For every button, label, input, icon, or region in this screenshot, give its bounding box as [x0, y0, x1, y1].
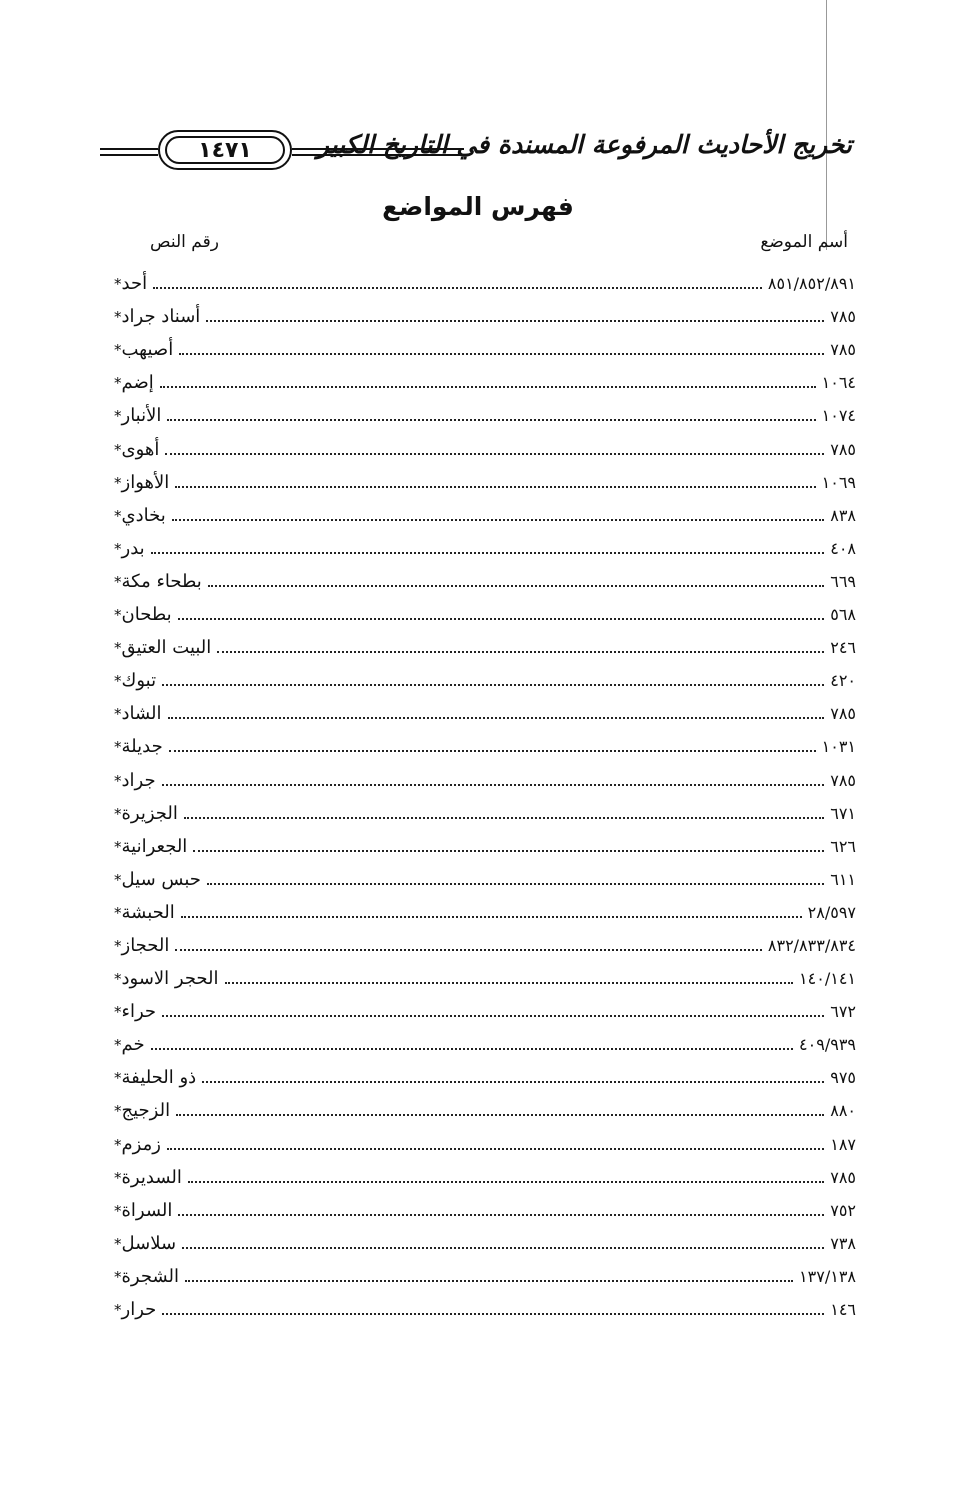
place-name: أصيهب — [121, 339, 174, 361]
column-header-number: رقم النص — [150, 232, 219, 252]
bullet-marker: * — [114, 1267, 122, 1286]
dot-leader — [178, 1214, 824, 1216]
place-name: الزجيج — [121, 1100, 171, 1122]
dot-leader — [202, 1081, 824, 1083]
place-name: تبوك — [121, 670, 157, 692]
column-header-place: أسم الموضع — [760, 232, 848, 252]
index-entry — [108, 692, 856, 725]
index-entry — [108, 1056, 856, 1089]
bullet-marker: * — [114, 473, 122, 492]
hadith-numbers: ٧٨٥ — [830, 770, 856, 790]
bullet-marker: * — [114, 440, 122, 459]
bullet-marker: * — [114, 1102, 122, 1121]
bullet-marker: * — [114, 506, 122, 525]
dot-leader — [225, 982, 794, 984]
dot-leader — [176, 1114, 824, 1116]
hadith-numbers: ٩٧٥ — [830, 1068, 856, 1088]
dot-leader — [172, 519, 825, 521]
bullet-marker: * — [114, 407, 122, 426]
place-name: إضم — [121, 372, 154, 394]
hadith-numbers: ١٤٦ — [830, 1300, 856, 1319]
bullet-marker: * — [114, 903, 122, 922]
hadith-numbers: ٧٣٨ — [830, 1233, 856, 1253]
place-name: بطحاء مكة — [121, 570, 202, 592]
dot-leader — [181, 916, 802, 918]
bullet-marker: * — [114, 572, 122, 591]
index-entry — [108, 560, 856, 593]
hadith-numbers: ٦٦٩ — [830, 571, 856, 591]
hadith-numbers: ٦٢٦ — [830, 836, 856, 856]
place-name: أهوى — [121, 438, 160, 460]
dot-leader — [151, 552, 825, 554]
place-name: جديلة — [121, 736, 163, 758]
bullet-marker: * — [114, 1003, 122, 1022]
dot-leader — [184, 817, 824, 819]
index-entry — [108, 1122, 856, 1155]
page-number: ١٤٧١ — [165, 136, 285, 164]
hadith-numbers: ٦٧٢ — [830, 1002, 856, 1022]
dot-leader — [188, 1181, 824, 1183]
bullet-marker: * — [114, 539, 122, 558]
index-entry — [108, 659, 856, 692]
bullet-marker: * — [114, 1069, 122, 1088]
bullet-marker: * — [114, 341, 122, 360]
index-entry — [108, 1089, 856, 1122]
bullet-marker: * — [114, 970, 122, 989]
index-entry — [108, 593, 856, 626]
dot-leader — [153, 287, 762, 289]
bullet-marker: * — [114, 308, 122, 327]
bullet-marker: * — [114, 936, 122, 955]
index-entries — [108, 262, 856, 1321]
index-entry — [108, 361, 856, 394]
place-name: أسناد جراد — [121, 306, 201, 328]
dot-leader — [207, 883, 824, 885]
hadith-numbers: ١٠٣١ — [821, 737, 856, 757]
dot-leader — [208, 585, 824, 587]
index-entry — [108, 1288, 856, 1321]
index-entry — [108, 394, 856, 427]
place-name: البيت العتيق — [121, 637, 212, 659]
dot-leader — [178, 618, 825, 620]
bullet-marker: * — [114, 374, 122, 393]
bullet-marker: * — [114, 1135, 122, 1154]
place-name: الحجاز — [121, 934, 170, 956]
index-entry — [108, 758, 856, 791]
hadith-numbers: ٤٠٩/٩٣٩ — [799, 1035, 856, 1055]
hadith-numbers: ٧٨٥ — [830, 439, 856, 459]
index-entry — [108, 1189, 856, 1222]
hadith-numbers: ١٠٧٤ — [821, 406, 856, 426]
bullet-marker: * — [114, 870, 122, 889]
place-name: الشاد — [121, 703, 162, 725]
dot-leader — [193, 850, 824, 852]
hadith-numbers: ٦١١ — [830, 869, 856, 889]
index-entry — [108, 527, 856, 560]
place-name: الأنبار — [121, 405, 162, 427]
bullet-marker: * — [114, 1168, 122, 1187]
index-entry — [108, 990, 856, 1023]
bullet-marker: * — [114, 1036, 122, 1055]
index-entry — [108, 725, 856, 758]
hadith-numbers: ١٤٠/١٤١ — [799, 969, 856, 989]
dot-leader — [167, 1148, 824, 1150]
place-name: جراد — [121, 769, 156, 791]
dot-leader — [217, 651, 824, 653]
index-entry — [108, 295, 856, 328]
place-name: ذو الحليفة — [121, 1067, 197, 1089]
dot-leader — [175, 949, 761, 951]
place-name: السراة — [121, 1199, 173, 1221]
hadith-numbers: ٧٨٥ — [830, 1167, 856, 1187]
bullet-marker: * — [114, 738, 122, 757]
index-entry — [108, 924, 856, 957]
header-rule-left — [100, 148, 158, 156]
dot-leader — [206, 320, 824, 322]
bullet-marker: * — [114, 837, 122, 856]
index-entry — [108, 825, 856, 858]
place-name: أحد — [121, 273, 148, 295]
index-entry — [108, 1255, 856, 1288]
dot-leader — [167, 419, 815, 421]
index-entry — [108, 858, 856, 891]
place-name: حبس سيل — [121, 868, 201, 890]
place-name: السديرة — [121, 1166, 182, 1188]
hadith-numbers: ٧٨٥ — [830, 340, 856, 360]
dot-leader — [160, 386, 816, 388]
book-title: تخريج الأحاديث المرفوعة المسندة في التاريخ الكبير — [316, 130, 852, 159]
index-entry — [108, 626, 856, 659]
bullet-marker: * — [114, 771, 122, 790]
place-name: زمزم — [121, 1133, 161, 1155]
hadith-numbers: ٤٢٠ — [830, 671, 856, 691]
dot-leader — [185, 1280, 793, 1282]
index-title: فهرس المواضع — [382, 192, 574, 221]
place-name: الحجر الاسود — [121, 968, 219, 990]
index-entry — [108, 262, 856, 295]
index-entry — [108, 328, 856, 361]
place-name: الأهواز — [121, 471, 170, 493]
hadith-numbers: ٦٧١ — [830, 803, 856, 823]
hadith-numbers: ٨٣٢/٨٣٣/٨٣٤ — [767, 935, 856, 955]
bullet-marker: * — [114, 275, 122, 294]
index-entry — [108, 1023, 856, 1056]
place-name: الجزيرة — [121, 802, 178, 824]
place-name: حرار — [121, 1299, 157, 1320]
hadith-numbers: ١٨٧ — [830, 1134, 856, 1154]
index-entry — [108, 792, 856, 825]
hadith-numbers: ٧٨٥ — [830, 307, 856, 327]
place-name: بطحان — [121, 604, 172, 626]
hadith-numbers: ٨٣٨ — [830, 505, 856, 525]
hadith-numbers: ٥٦٨ — [830, 605, 856, 625]
dot-leader — [168, 717, 825, 719]
place-name: الحبشة — [121, 901, 175, 923]
hadith-numbers: ٢٨/٥٩٧ — [807, 902, 856, 922]
dot-leader — [169, 750, 816, 752]
bullet-marker: * — [114, 1234, 122, 1253]
bullet-marker: * — [114, 705, 122, 724]
place-name: بدر — [121, 537, 145, 559]
hadith-numbers: ٧٥٢ — [830, 1200, 856, 1220]
dot-leader — [162, 684, 824, 686]
hadith-numbers: ٨٨٠ — [830, 1101, 856, 1121]
bullet-marker: * — [114, 606, 122, 625]
dot-leader — [165, 453, 824, 455]
index-entry — [108, 427, 856, 460]
hadith-numbers: ١٠٦٤ — [821, 373, 856, 393]
running-header — [100, 128, 852, 176]
dot-leader — [179, 353, 824, 355]
index-entry — [108, 891, 856, 924]
hadith-numbers: ٤٠٨ — [830, 538, 856, 558]
index-entry — [108, 1222, 856, 1255]
index-entry — [108, 494, 856, 527]
dot-leader — [162, 1015, 824, 1017]
place-name: بخادي — [121, 504, 166, 526]
bullet-marker: * — [114, 1301, 122, 1319]
place-name: خم — [121, 1034, 145, 1056]
dot-leader — [162, 784, 825, 786]
hadith-numbers: ٨٥١/٨٥٢/٨٩١ — [767, 274, 856, 294]
hadith-numbers: ١٣٧/١٣٨ — [799, 1266, 856, 1286]
place-name: سلاسل — [121, 1232, 177, 1254]
bullet-marker: * — [114, 804, 122, 823]
place-name: الجعرانية — [121, 835, 188, 857]
hadith-numbers: ٢٤٦ — [830, 638, 856, 658]
bullet-marker: * — [114, 672, 122, 691]
dot-leader — [162, 1313, 824, 1315]
index-entry — [108, 461, 856, 494]
bullet-marker: * — [114, 1201, 122, 1220]
dot-leader — [182, 1247, 824, 1249]
dot-leader — [175, 486, 815, 488]
index-entry — [108, 957, 856, 990]
bullet-marker: * — [114, 639, 122, 658]
hadith-numbers: ١٠٦٩ — [821, 472, 856, 492]
place-name: حراء — [121, 1001, 157, 1023]
page-number-badge — [158, 130, 292, 170]
index-entry — [108, 1156, 856, 1189]
hadith-numbers: ٧٨٥ — [830, 704, 856, 724]
place-name: الشجرة — [121, 1265, 180, 1287]
dot-leader — [151, 1048, 793, 1050]
